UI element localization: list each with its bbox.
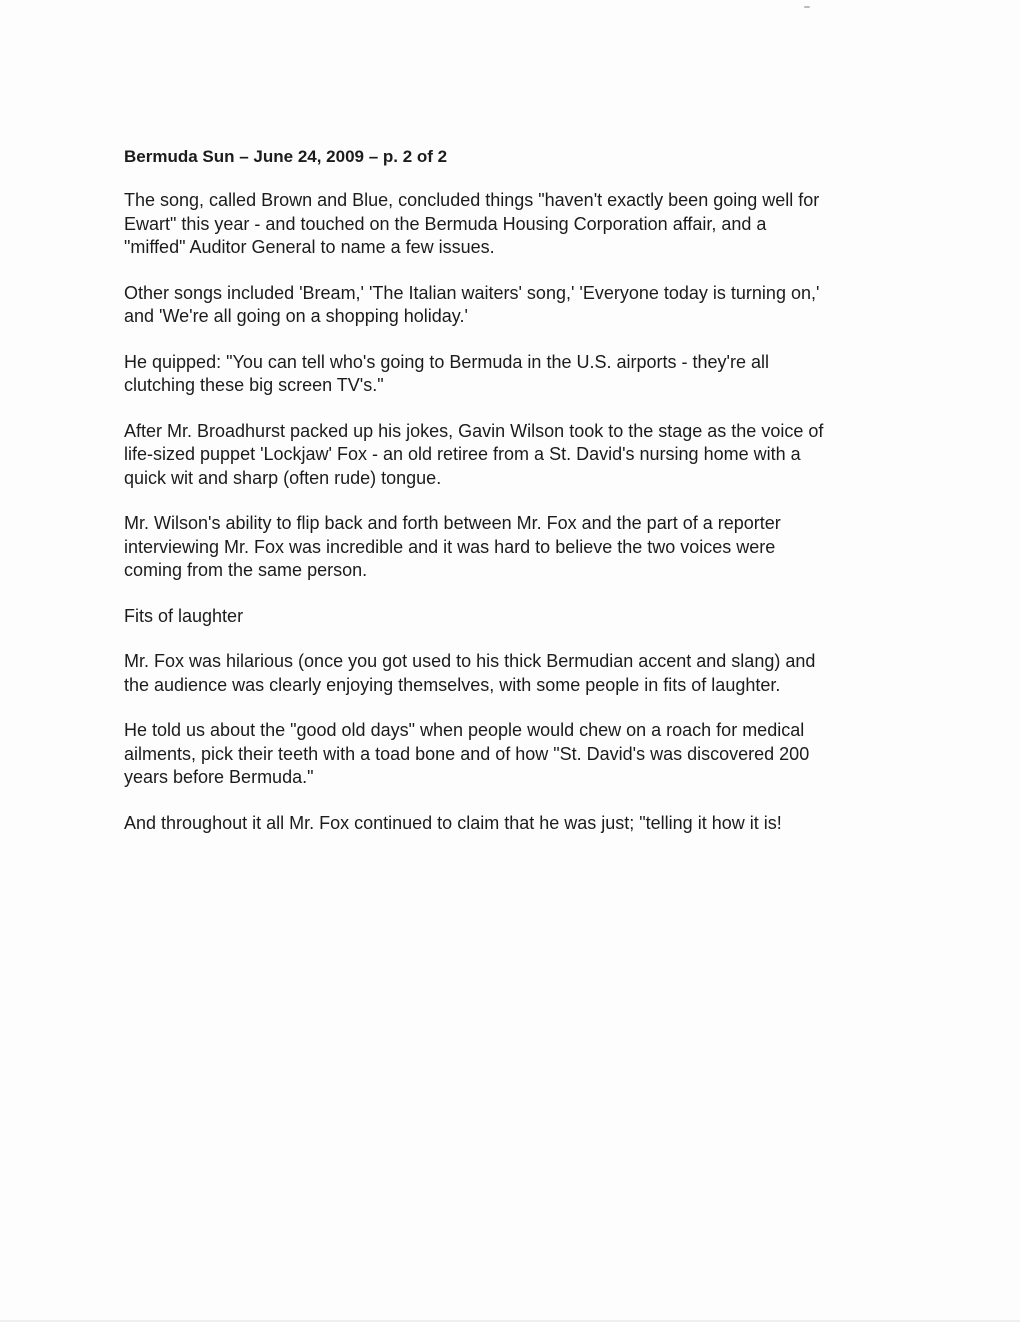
paragraph-other-songs: Other songs included 'Bream,' 'The Italian waiters' song,' 'Everyone today is turning on,' and 'We're all going on a shopping holiday.' xyxy=(124,282,820,326)
paragraph-wilson-ability: Mr. Wilson's ability to flip back and forth between Mr. Fox and the part of a reporter interviewing Mr. Fox was incredible and it was hard to believe the two voices were coming from the same person. xyxy=(124,513,781,580)
paragraph-quip: He quipped: "You can tell who's going to Bermuda in the U.S. airports - they're all clutching these big screen TV's." xyxy=(124,351,769,395)
paragraph-good-old-days: He told us about the "good old days" when people would chew on a roach for medical ailments, pick their teeth with a toad bone and of how "St. David's was discovered 200 years before Bermuda." xyxy=(124,720,810,787)
paragraph-fox-hilarious: Mr. Fox was hilarious (once you got used to his thick Bermudian accent and slang) and the audience was clearly enjoying themselves, with some people in fits of laughter. xyxy=(124,651,816,695)
paragraph-telling-it-how-it-is: And throughout it all Mr. Fox continued to claim that he was just; "telling it how it is! xyxy=(124,812,782,833)
document-heading: Bermuda Sun – June 24, 2009 – p. 2 of 2 xyxy=(124,147,448,166)
document-body xyxy=(124,145,924,857)
scan-speck xyxy=(804,6,810,8)
paragraph-gavin-wilson: After Mr. Broadhurst packed up his jokes, Gavin Wilson took to the stage as the voice of life-sized puppet 'Lockjaw' Fox - an old retiree from a St. David's nursing home with a quick wit and sharp (often rude) tongue. xyxy=(124,420,824,488)
subheading-fits-of-laughter: Fits of laughter xyxy=(124,605,244,626)
paragraph-song-brown-and-blue: The song, called Brown and Blue, concluded things "haven't exactly been going well for Ewart" this year - and touched on the Bermuda Housing Corporation affair, and a "miffed" Auditor General to name a few issues. xyxy=(124,190,820,257)
